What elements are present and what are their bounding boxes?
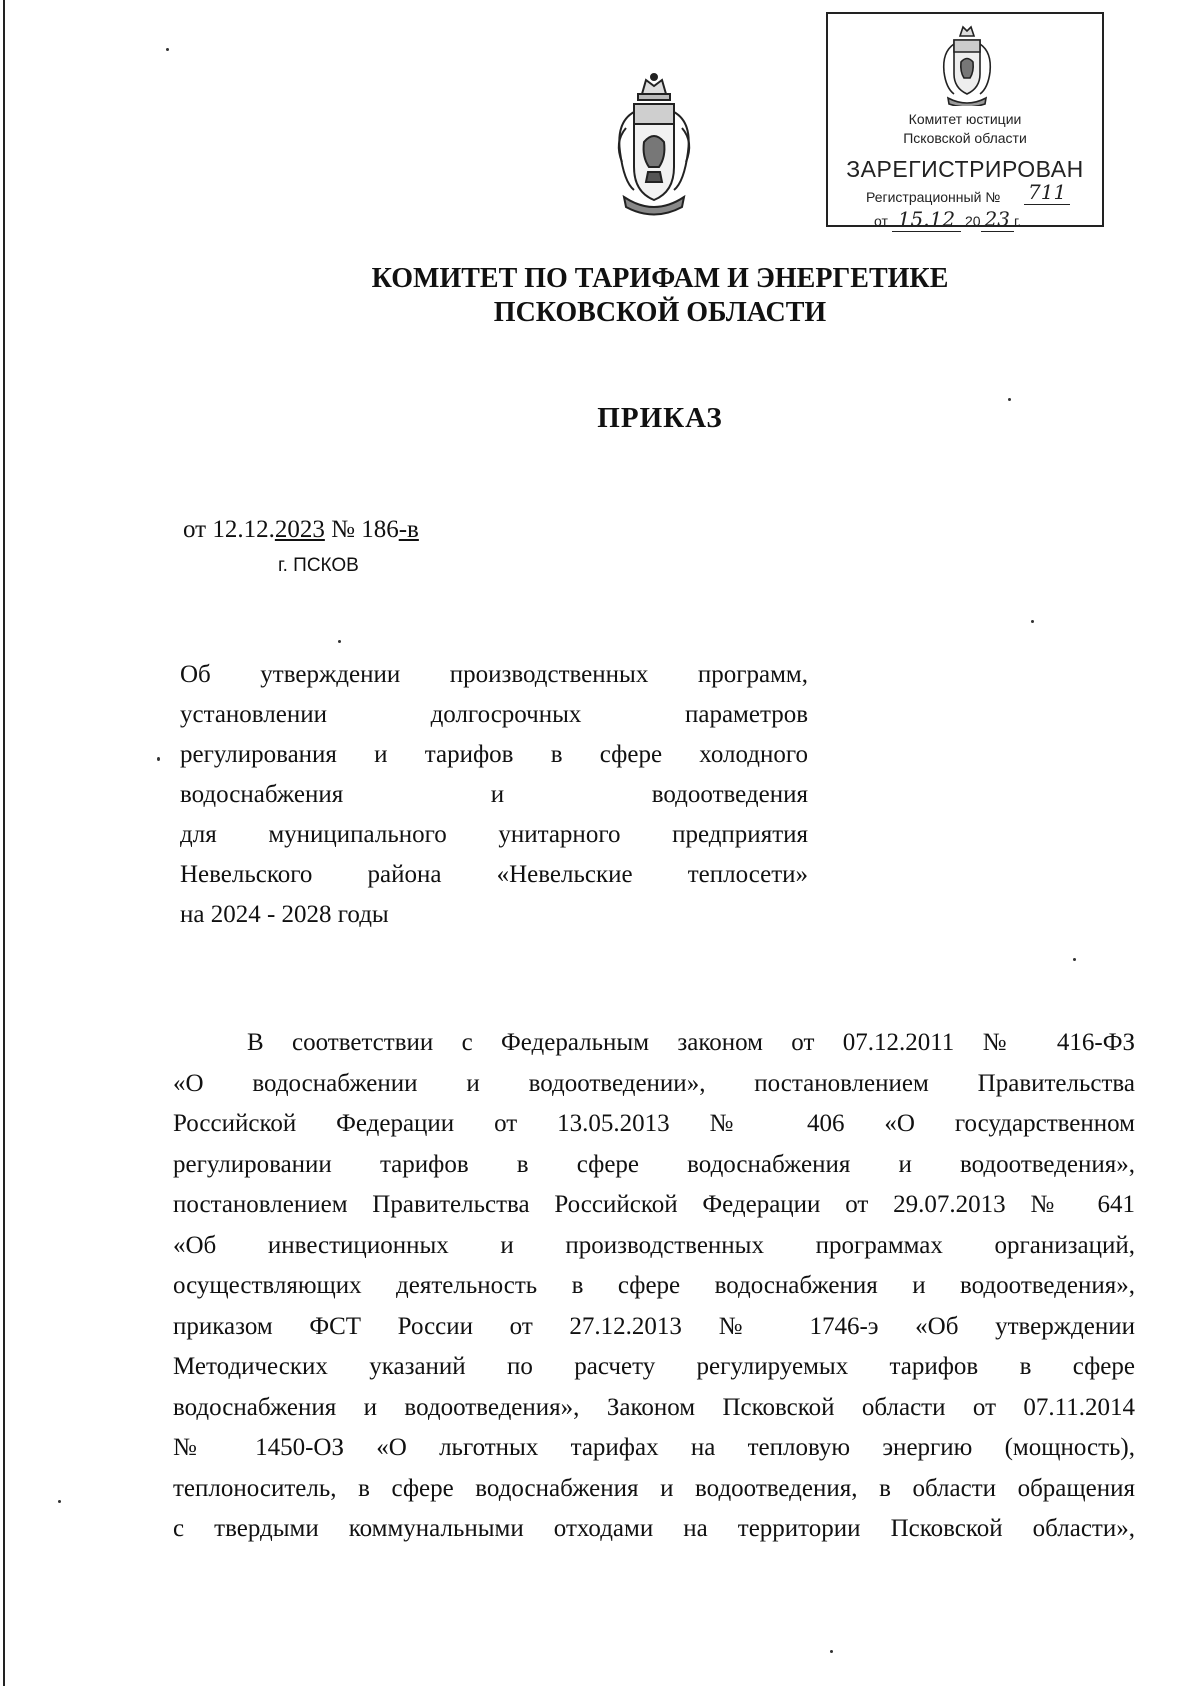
body-line: водоснабжения и водоотведения», Законом Псковской области от 07.11.2014 [173,1393,1135,1421]
stamp-date [874,207,1021,231]
document-number: № 186 [324,516,399,543]
body-line: регулировании тарифов в сфере водоснабжения и водоотведения», [173,1150,1135,1178]
body-line: теплоноситель, в сфере водоснабжения и водоотведения, в области обращения [173,1474,1135,1502]
org-title-line-1: КОМИТЕТ ПО ТАРИФАМ И ЭНЕРГЕТИКЕ [371,263,949,294]
body-line: осуществляющих деятельность в сфере водоснабжения и водоотведения», [173,1272,1135,1299]
stamp-reg-label: Регистрационный № [866,189,1001,205]
document-body [173,1023,1135,1550]
scan-speck [157,757,160,761]
body-line: Методических указаний по расчету регулируемых тарифов в сфере [173,1353,1135,1380]
body-line: «Об инвестиционных и производственных программах организаций, [173,1231,1135,1259]
subject-line: установлении долгосрочных параметров [180,701,808,728]
document-date-year: 2023 [274,516,325,543]
scan-speck [58,1500,61,1503]
scan-speck [830,1650,833,1653]
subject-line: на 2024 - 2028 годы [180,901,389,928]
body-line: Российской Федерации от 13.05.2013 № 406 «О государственном [173,1110,1135,1137]
scan-speck [1073,958,1076,961]
stamp-emblem-icon [936,22,998,106]
org-title-line-2: ПСКОВСКОЙ ОБЛАСТИ [493,297,827,328]
scan-edge-line [3,0,5,1686]
scan-speck [338,640,341,643]
stamp-year-value: 23 [981,207,1014,232]
document-date-prefix: от 12.12. [183,516,275,543]
scan-speck [1031,620,1034,623]
subject-line: Об утверждении производственных программ, [180,661,808,688]
subject-line: регулирования и тарифов в сфере холодного [180,741,808,768]
stamp-reg-number: 711 [1024,180,1070,205]
subject-line: для муниципального унитарного предприятия [180,821,808,848]
stamp-date-value: 15.12 [892,207,961,232]
body-line: с твердыми коммунальными отходами на территории Псковской области», [173,1515,1135,1542]
body-line: № 1450-ОЗ «О льготных тарифах на тепловую энергию (мощность), [173,1434,1135,1461]
stamp-year-suffix: г. [1013,213,1022,229]
stamp-date-prefix: от [874,213,888,229]
body-line: «О водоснабжении и водоотведении», постановлением Правительства [173,1069,1135,1097]
stamp-year-prefix: 20 [964,213,981,229]
stamp-status: ЗАРЕГИСТРИРОВАН [846,156,1084,182]
subject-line: Невельского района «Невельские теплосети» [180,861,808,888]
registration-stamp [826,12,1104,231]
body-line: В соответствии с Федеральным законом от 07.12.2011 № 416-ФЗ [247,1029,1135,1056]
document-subject [180,655,808,935]
stamp-org-line-2: Псковской области [903,130,1027,146]
document-date-number [183,516,419,544]
subject-line: водоснабжения и водоотведения [180,781,808,808]
stamp-org-line-1: Комитет юстиции [908,111,1022,127]
body-line: постановлением Правительства Российской Федерации от 29.07.2013 № 641 [173,1191,1135,1218]
scan-speck [1008,398,1011,401]
document-city: г. ПСКОВ [278,555,359,576]
scan-speck [166,48,169,51]
document-type: ПРИКАЗ [597,402,723,434]
body-line: приказом ФСТ России от 27.12.2013 № 1746-э «Об утверждении [173,1312,1135,1340]
coat-of-arms-icon [604,72,704,222]
document-number-suffix: -в [398,516,419,543]
